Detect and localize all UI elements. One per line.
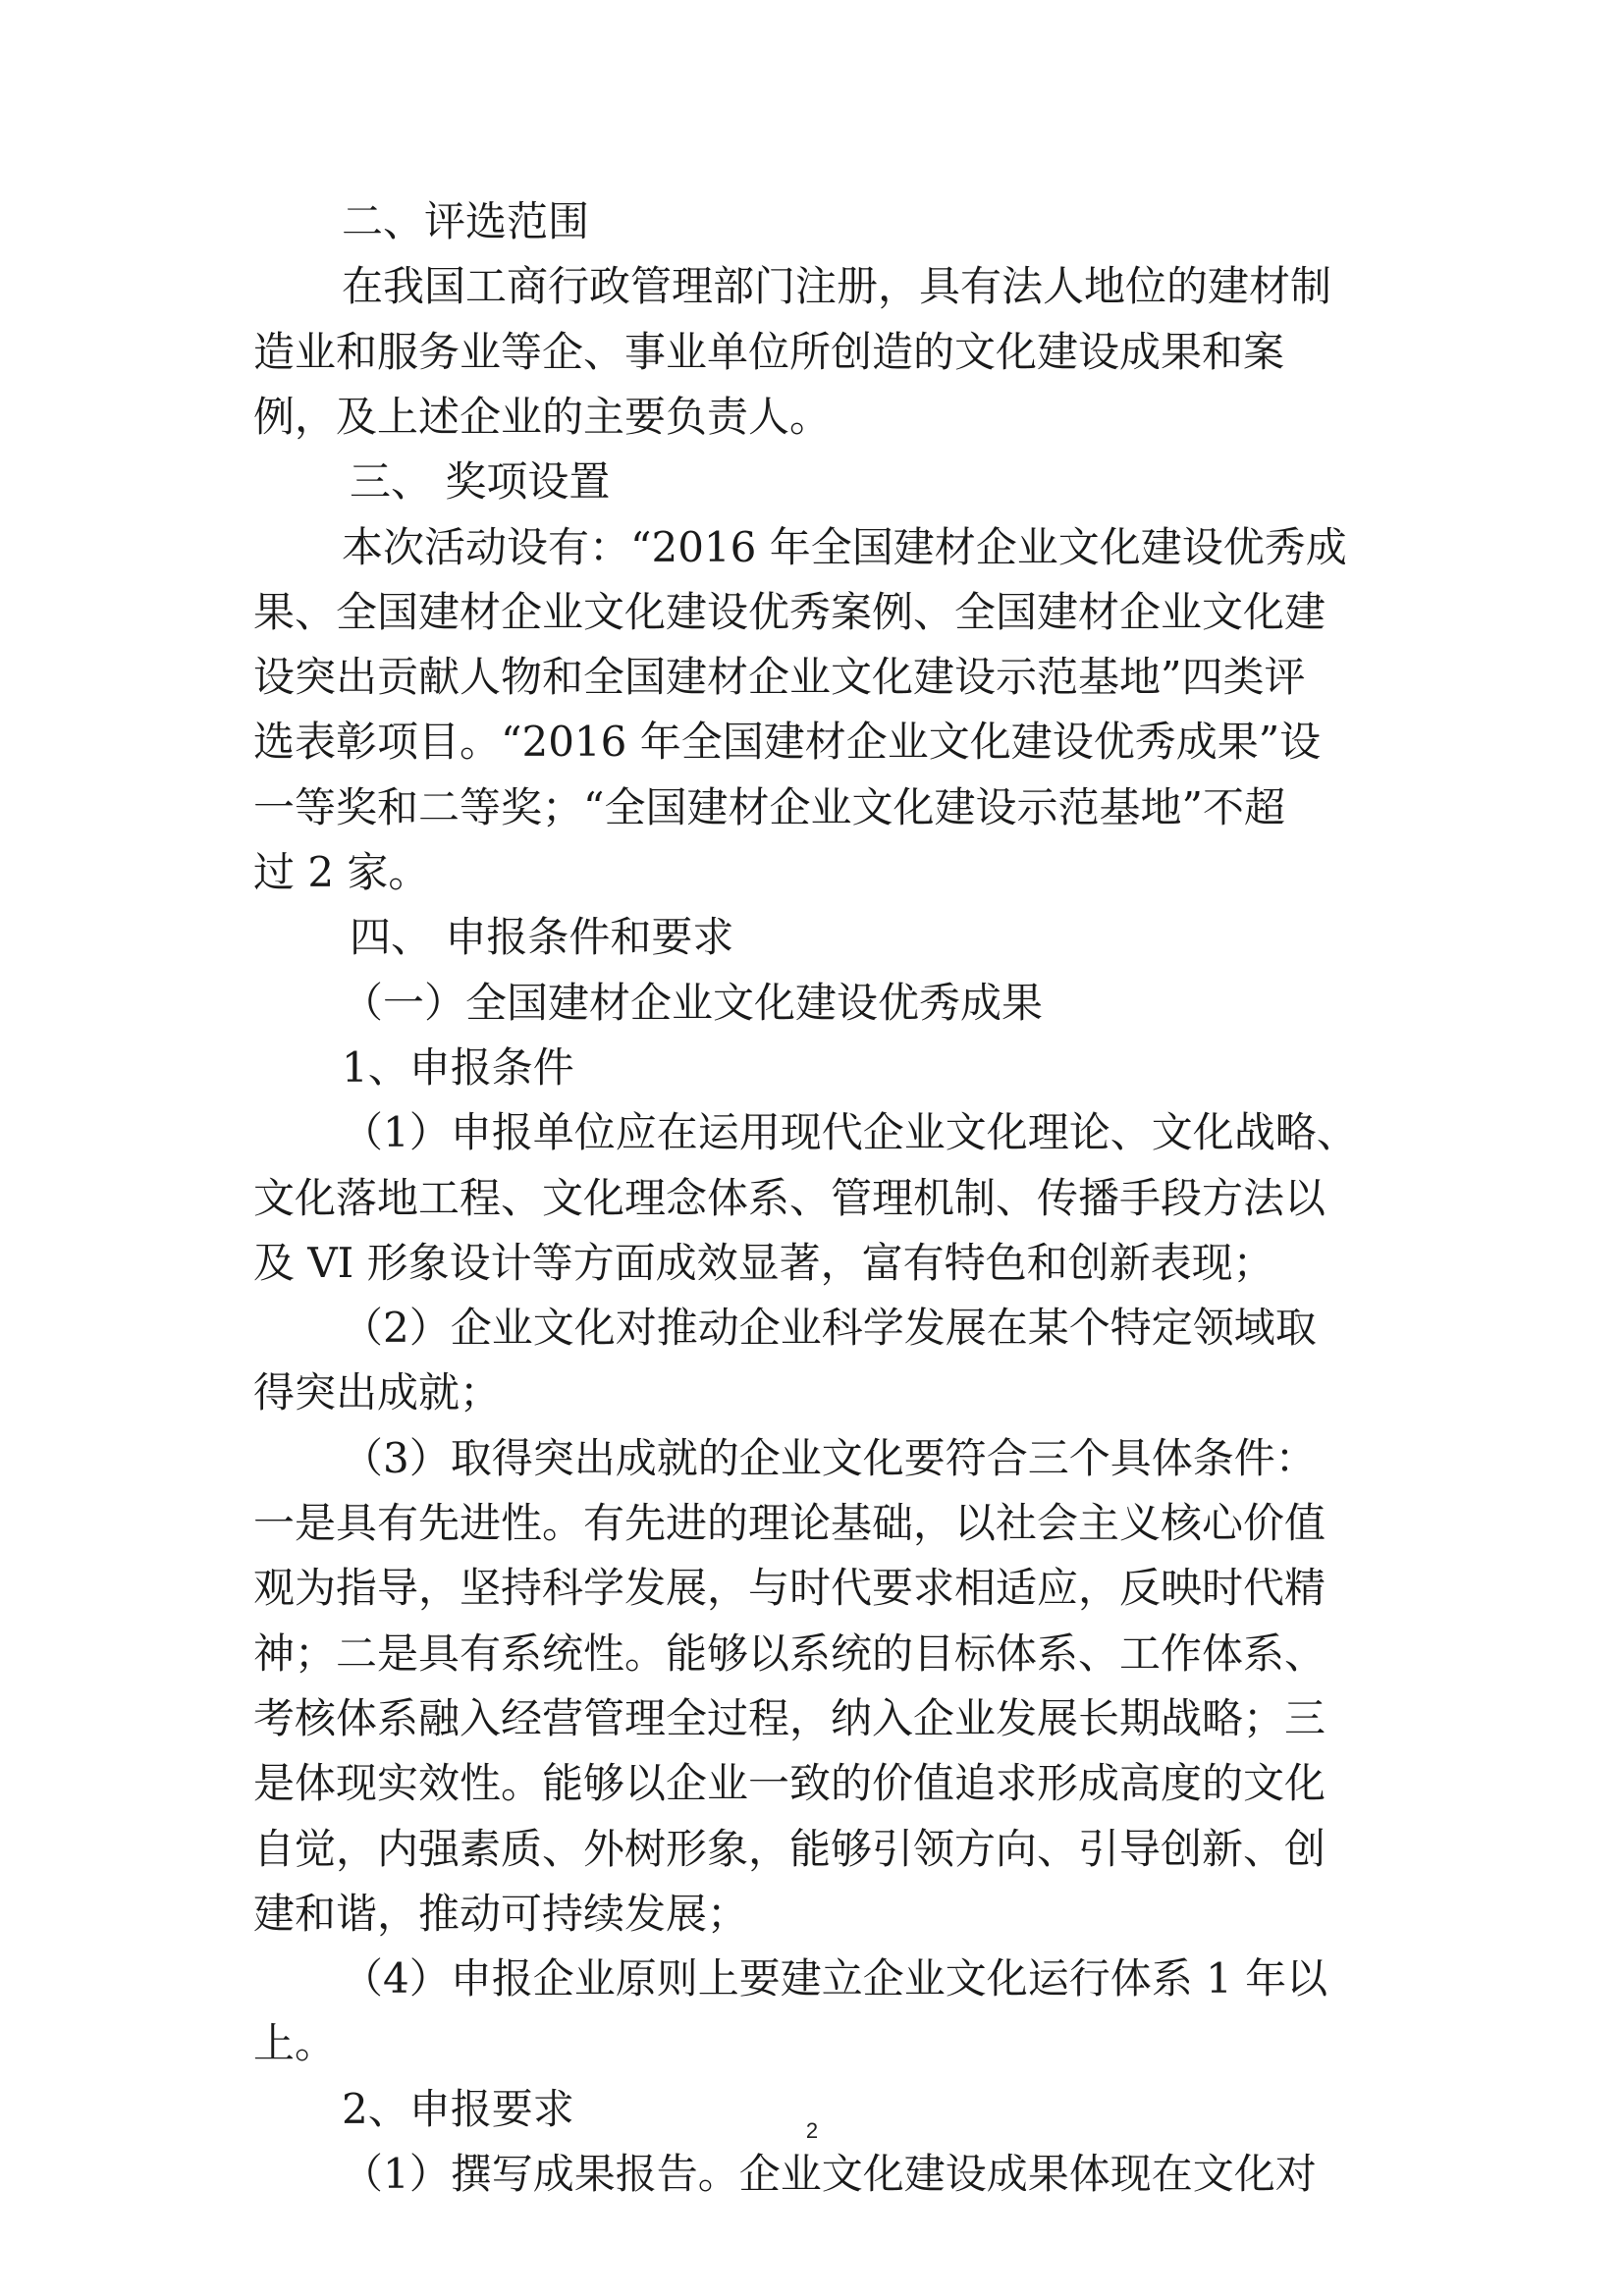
page-number: 2 [805, 2118, 819, 2143]
paragraph-line: 文化落地工程、文化理念体系、管理机制、传播手段方法以 [253, 1174, 1326, 1222]
paragraph-line: 是体现实效性。能够以企业一致的价值追求形成高度的文化 [253, 1759, 1326, 1807]
paragraph-line: 自觉，内强素质、外树形象，能够引领方向、引导创新、创 [253, 1825, 1326, 1873]
paragraph-line: 神；二是具有系统性。能够以系统的目标体系、工作体系、 [253, 1629, 1326, 1678]
paragraph-line: 考核体系融入经营管理全过程，纳入企业发展长期战略；三 [253, 1694, 1326, 1742]
subsection-heading: （一）全国建材企业文化建设优秀成果 [342, 979, 1044, 1027]
paragraph-line: 一等奖和二等奖；“全国建材企业文化建设示范基地”不超 [253, 783, 1285, 831]
paragraph-line: 及 VI 形象设计等方面成效显著，富有特色和创新表现； [253, 1239, 1274, 1287]
paragraph-line: 设突出贡献人物和全国建材企业文化建设示范基地”四类评 [253, 653, 1306, 701]
section-heading-requirements: 四、 申报条件和要求 [350, 913, 734, 961]
paragraph-line: 本次活动设有：“2016 年全国建材企业文化建设优秀成 [342, 523, 1347, 571]
paragraph-line: 过 2 家。 [253, 848, 430, 896]
paragraph-line: 果、全国建材企业文化建设优秀案例、全国建材企业文化建 [253, 588, 1326, 636]
paragraph-line: 得突出成就； [253, 1368, 502, 1416]
paragraph-line: （3）取得突出成就的企业文化要符合三个具体条件： [342, 1434, 1317, 1482]
paragraph-line: （1）撰写成果报告。企业文化建设成果体现在文化对 [342, 2150, 1317, 2198]
paragraph-line: 在我国工商行政管理部门注册，具有法人地位的建材制 [342, 262, 1332, 310]
paragraph-line: 上。 [253, 2019, 337, 2067]
paragraph-line: 一是具有先进性。有先进的理论基础，以社会主义核心价值 [253, 1499, 1326, 1547]
paragraph-line: 造业和服务业等企、事业单位所创造的文化建设成果和案 [253, 328, 1285, 376]
paragraph-line: 选表彰项目。“2016 年全国建材企业文化建设优秀成果”设 [253, 718, 1322, 766]
paragraph-line: 例，及上述企业的主要负责人。 [253, 393, 832, 441]
paragraph-line: （4）申报企业原则上要建立企业文化运行体系 1 年以 [342, 1954, 1328, 2002]
subsection-heading: 1、申报条件 [342, 1043, 574, 1092]
section-heading-awards: 三、 奖项设置 [350, 457, 611, 506]
subsection-heading: 2、申报要求 [342, 2085, 574, 2133]
paragraph-line: 建和谐，推动可持续发展； [253, 1890, 749, 1938]
paragraph-line: （2）企业文化对推动企业科学发展在某个特定领域取 [342, 1304, 1317, 1352]
section-heading-scope: 二、评选范围 [342, 197, 590, 245]
paragraph-line: 观为指导，坚持科学发展，与时代要求相适应，反映时代精 [253, 1564, 1326, 1612]
paragraph-line: （1）申报单位应在运用现代企业文化理论、文化战略、 [342, 1108, 1358, 1156]
